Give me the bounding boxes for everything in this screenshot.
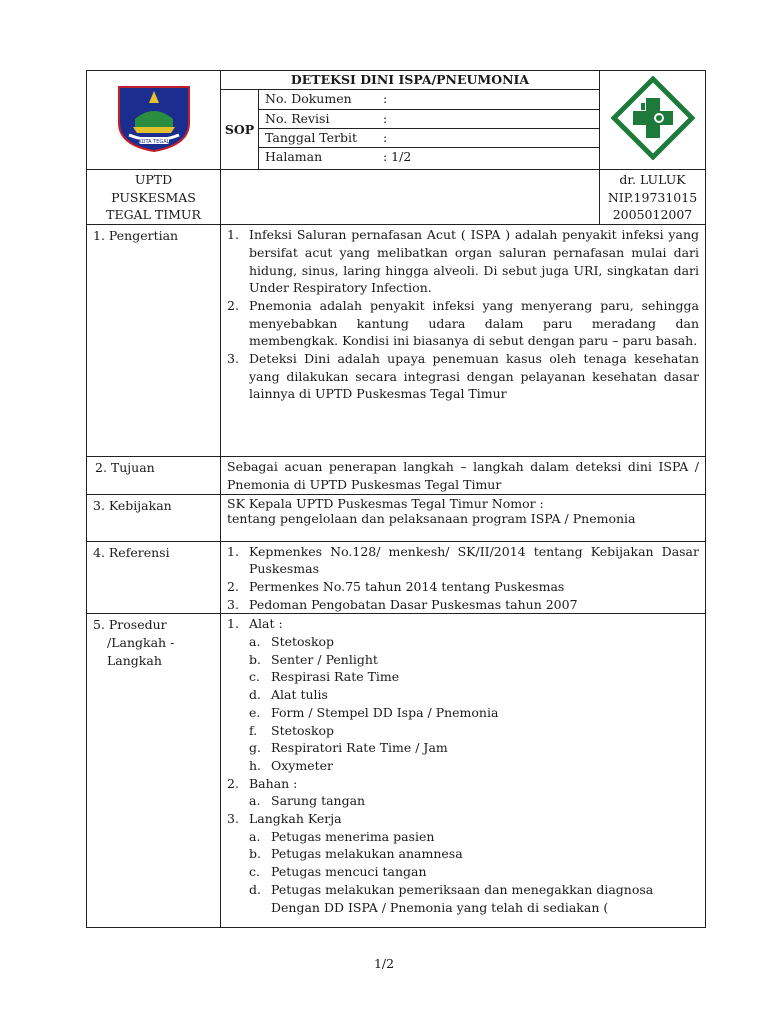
prosedur-label-line: /Langkah - <box>107 635 175 651</box>
meta-value: : 1/2 <box>383 147 599 166</box>
alat-item: f. Stetoskop <box>249 722 335 738</box>
langkah-item: d. Petugas melakukan pemeriksaan dan menegakkan diagnosa <box>249 881 654 897</box>
meta-label: Tanggal Terbit <box>259 128 383 147</box>
langkah-item: a. Petugas menerima pasien <box>249 828 435 844</box>
document-title: DETEKSI DINI ISPA/PNEUMONIA <box>221 71 599 90</box>
list-item: 1. Infeksi Saluran pernafasan Acut ( ISPA ) adalah penyakit infeksi yang bersifat acut yang melibatkan organ saluran pernafasan mulai dari hidung, sinus, laring hingga alveoli. Di sebut juga URI, singkatan dari Under Respiratory Infection. <box>227 227 699 296</box>
list-item: 2. Pnemonia adalah penyakit infeksi yang menyerang paru, sehingga menyebabkan kantung udara dalam paru meradang dan membengkak. Kondisi ini biasanya di sebut dengan paru – paru basah. <box>227 297 699 349</box>
city-logo-cell <box>87 71 221 170</box>
institution-line: TEGAL TIMUR <box>106 207 201 223</box>
prosedur-label-line: 5. Prosedur <box>93 617 167 633</box>
meta-value: : <box>383 91 388 106</box>
institution-cell <box>87 170 221 225</box>
kota-tegal-logo-icon <box>115 83 193 153</box>
signatory-line: dr. LULUK <box>619 172 686 187</box>
alat-item: d. Alat tulis <box>249 687 328 703</box>
alat-item: e. Form / Stempel DD Ispa / Pnemonia <box>249 704 499 720</box>
page-number: 1/2 <box>373 956 395 971</box>
meta-label: No. Revisi <box>259 109 383 128</box>
puskesmas-logo-cell <box>600 71 706 170</box>
empty-cell <box>221 170 600 225</box>
section-content-tujuan: Sebagai acuan penerapan langkah – langkah dalam deteksi dini ISPA / Pnemonia di UPTD Puskesmas Tegal Timur <box>221 457 706 494</box>
meta-label: Halaman <box>259 147 383 166</box>
langkah-continuation: Dengan DD ISPA / Pnemonia yang telah di sediakan ( <box>271 899 609 915</box>
section-label-pengertian: 1. Pengertian <box>87 225 221 457</box>
bahan-item: a. Sarung tangan <box>249 793 366 809</box>
kebijakan-line: tentang pengelolaan dan pelaksanaan program ISPA / Pnemonia <box>227 511 636 527</box>
section-content-prosedur <box>221 614 706 928</box>
sop-label: SOP <box>224 121 255 137</box>
sop-document-table <box>86 70 706 928</box>
signatory-line: 2005012007 <box>612 207 693 223</box>
signatory-line: NIP.19731015 <box>607 189 698 205</box>
langkah-item: b. Petugas melakukan anamnesa <box>249 846 463 862</box>
alat-item: g. Respiratori Rate Time / Jam <box>249 740 448 756</box>
meta-value: : <box>383 128 599 147</box>
institution-line: UPTD <box>134 172 173 187</box>
list-item: 3. Langkah Kerja a. Petugas menerima pasien b. Petugas melakukan anamnesa c. Petugas mencuci tangan d. Petugas melakukan pemeriksaan dan menegakkan diagnosa Dengan DD ISPA / Pnemonia yang telah di sediakan ( <box>227 810 699 916</box>
prosedur-label-line: Langkah <box>107 652 162 668</box>
list-item: 2. Permenkes No.75 tahun 2014 tentang Puskesmas <box>227 578 565 594</box>
svg-text:KOTA TEGAL: KOTA TEGAL <box>138 138 169 145</box>
section-label-prosedur <box>87 614 221 928</box>
list-item: 3. Deteksi Dini adalah upaya penemuan kasus oleh tenaga kesehatan yang dilakukan secara integrasi dengan pelayanan kesehatan dasar lainnya di UPTD Puskesmas Tegal Timur <box>227 351 699 402</box>
alat-item: b. Senter / Penlight <box>249 651 378 667</box>
document-meta-table <box>259 90 599 166</box>
alat-item: h. Oxymeter <box>249 757 334 773</box>
puskesmas-logo-icon <box>611 76 695 160</box>
section-content-referensi <box>221 541 706 614</box>
list-item: 3. Pedoman Pengobatan Dasar Puskesmas tahun 2007 <box>227 596 578 612</box>
meta-value: : <box>383 109 599 128</box>
section-label-referensi: 4. Referensi <box>87 541 221 614</box>
langkah-item: c. Petugas mencuci tangan <box>249 864 427 880</box>
list-item: 1. Kepmenkes No.128/ menkesh/ SK/II/2014 tentang Kebijakan Dasar Puskesmas <box>227 543 699 577</box>
meta-label: No. Dokumen <box>265 91 352 106</box>
section-content-pengertian <box>221 225 706 457</box>
list-item: 1. Alat : a. Stetoskop b. Senter / Penlight c. Respirasi Rate Time d. Alat tulis e. Form / Stempel DD Ispa / Pnemonia f. Stetoskop g. Respiratori Rate Time / Jam h. Oxymeter <box>227 615 699 774</box>
signatory-cell <box>600 170 706 225</box>
section-label-tujuan: 2. Tujuan <box>87 457 221 494</box>
section-label-kebijakan: 3. Kebijakan <box>87 494 221 541</box>
alat-item: a. Stetoskop <box>249 634 335 650</box>
kebijakan-line: SK Kepala UPTD Puskesmas Tegal Timur Nomor : <box>227 495 544 511</box>
institution-line: PUSKESMAS <box>111 189 196 205</box>
list-item: 2. Bahan : a. Sarung tangan <box>227 775 699 810</box>
alat-item: c. Respirasi Rate Time <box>249 669 400 685</box>
section-content-kebijakan <box>221 494 706 541</box>
